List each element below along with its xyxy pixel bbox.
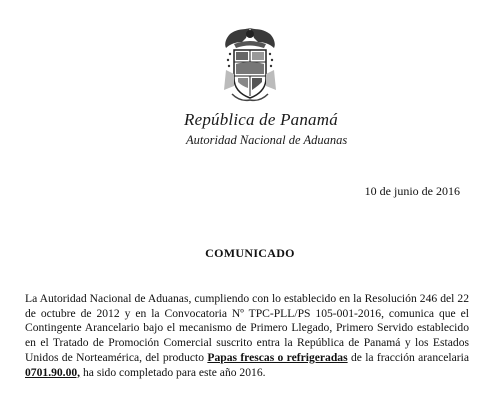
letterhead	[184, 110, 444, 148]
document-title: COMUNICADO	[205, 246, 295, 260]
coat-of-arms-icon	[216, 24, 284, 104]
authority-name: Autoridad Nacional de Aduanas	[186, 133, 348, 147]
body-paragraph	[25, 292, 469, 380]
body-text-part1: La Autoridad Nacional de Aduanas, cumpliendo con lo establecido en la Resolución 246 del 22 de octubre de 2012 y en la Convocatoria Nº TPC-PLL/PS 105-001-2016, comunica que el Contingente Arancelario bajo el mecanismo de Primero Llegado, Primero Servido establecido en el Tratado de Promoción Comercial suscrito entra la República de Panamá y los Estados Unidos de Norteamérica, del producto	[25, 292, 469, 364]
republic-name: República de Panamá	[184, 110, 338, 129]
body-text-part3: ha sido completado para este año 2016.	[80, 365, 266, 379]
document-date: 10 de junio de 2016	[364, 184, 460, 198]
body-text-part2: de la fracción arancelaria	[347, 350, 469, 364]
product-name: Papas frescas o refrigeradas	[207, 350, 348, 364]
tariff-code: 0701.90.00,	[25, 365, 81, 379]
